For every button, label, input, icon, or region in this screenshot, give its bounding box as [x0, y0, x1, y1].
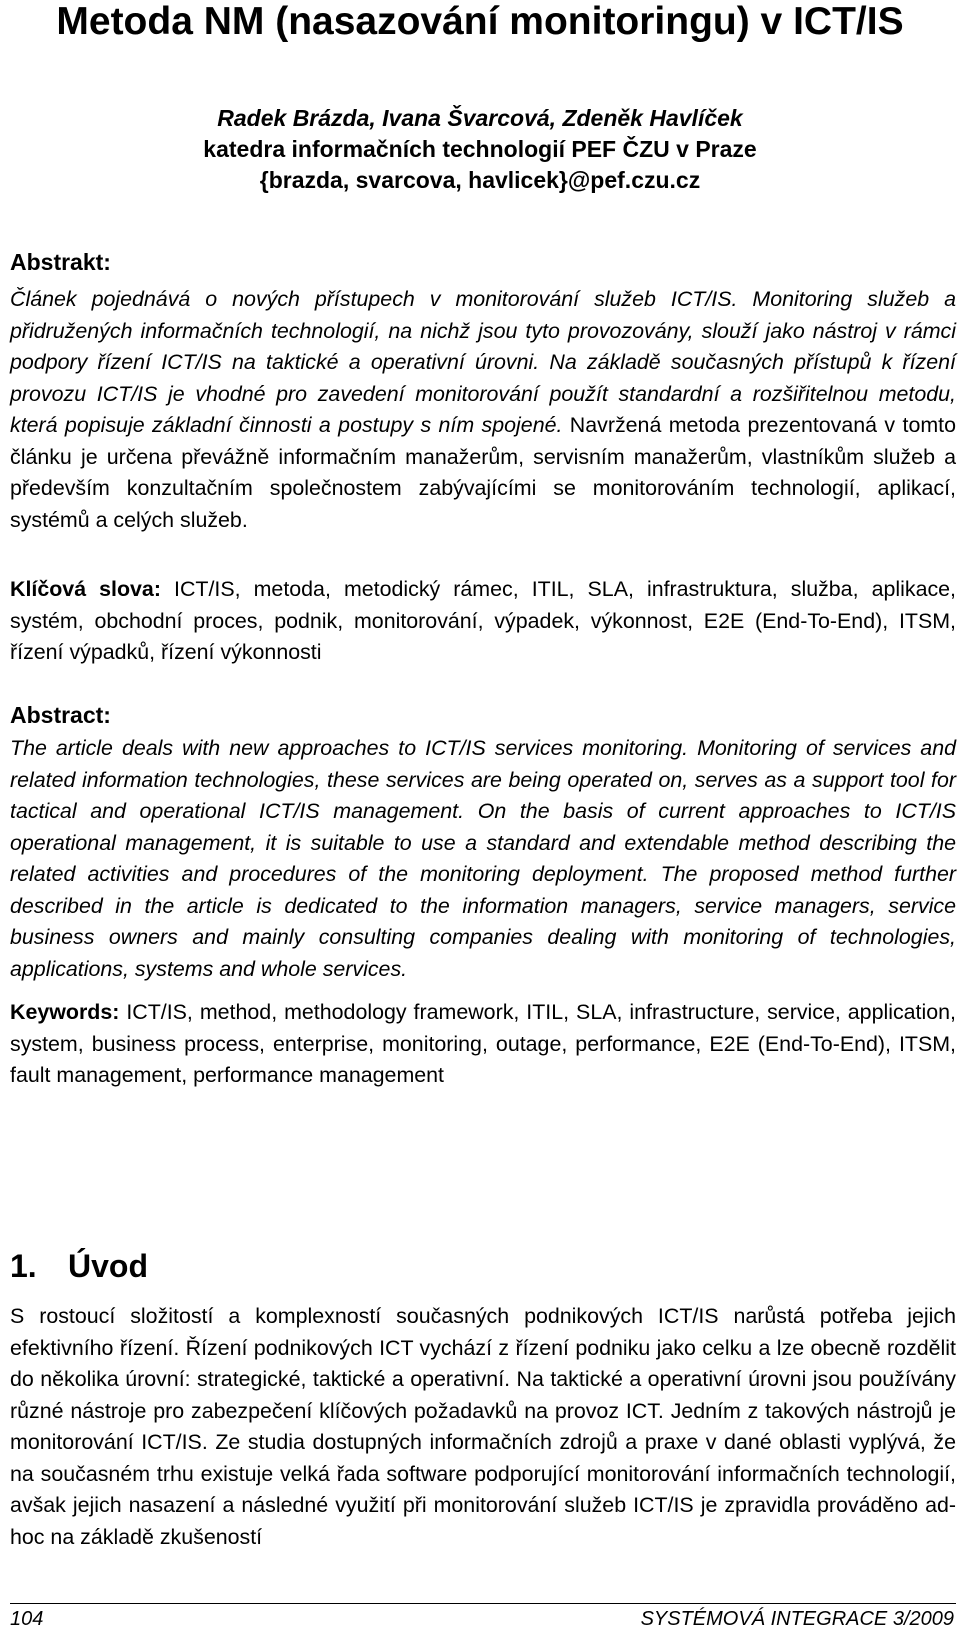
keywords-text: ICT/IS, method, methodology framework, ITIL, SLA, infrastructure, service, application, system, business process, enterprise, monitoring, outage, performance, E2E (End-To-End), ITSM, fault management, performance management: [10, 1000, 956, 1087]
abstract-text: The article deals with new approaches to ICT/IS services monitoring. Monitoring of services and related information technologies, these services are being operated on, serves as a support tool for tactical and operational ICT/IS management. On the basis of current approaches to ICT/IS operational management, it is suitable to use a standard and extendable method describing the related activities and procedures of the monitoring deployment. The proposed method further described in the article is dedicated to the information managers, service managers, service business owners and mainly consulting companies dealing with monitoring of technologies, applications, systems and whole services.: [10, 736, 956, 981]
page-number: 104: [10, 1608, 44, 1630]
klicova-slova-label: Klíčová slova:: [10, 577, 161, 601]
abstract-heading: Abstract:: [10, 702, 111, 728]
abstrakt-heading: Abstrakt:: [10, 249, 111, 275]
author-affiliation: katedra informačních technologií PEF ČZU v Praze: [203, 136, 757, 162]
journal-name: SYSTÉMOVÁ INTEGRACE 3/2009: [640, 1608, 954, 1630]
klicova-slova-text: ICT/IS, metoda, metodický rámec, ITIL, SLA, infrastruktura, služba, aplikace, systém, obchodní proces, podnik, monitorování, výpadek, výkonnost, E2E (End-To-End), ITSM, řízení výpadků, řízení výkonnosti: [10, 577, 956, 664]
author-names: Radek Brázda, Ivana Švarcová, Zdeněk Havlíček: [217, 105, 743, 131]
keywords-label: Keywords:: [10, 1000, 120, 1024]
keywords: [10, 997, 956, 1092]
abstrakt-text-part-2: Navržená metoda prezentovaná v tomto článku je určena převážně informačním manažerům, servisním manažerům, vlastníkům služeb a především konzultačním společnostem zabývajícími se monitorováním technologií, aplikací, systémů a celých služeb.: [10, 413, 956, 532]
author-block: [0, 103, 960, 196]
abstrakt-text: [10, 284, 956, 536]
section-title: Úvod: [68, 1248, 148, 1284]
footer-rule: [10, 1603, 956, 1604]
paper-title: Metoda NM (nasazování monitoringu) v ICT/IS: [56, 0, 904, 43]
author-email: {brazda, svarcova, havlicek}@pef.czu.cz: [259, 167, 701, 193]
section-body: S rostoucí složitostí a komplexností současných podnikových ICT/IS narůstá potřeba jejich efektivního řízení. Řízení podnikových ICT vychází z řízení podniku jako celku a lze obecně rozdělit do několika úrovní: strategické, taktické a operativní. Na taktické a operativní úrovni jsou používány různé nástroje pro zabezpečení klíčových požadavků na provoz ICT. Jedním z takových nástrojů je monitorování ICT/IS. Ze studia dostupných informačních zdrojů a praxe v dané oblasti vyplývá, že na současném trhu existuje velká řada software podporující monitorování informačních technologií, avšak jejich nasazení a následné využití při monitorování služeb ICT/IS je zpravidla prováděno ad-hoc na základě zkušeností: [10, 1304, 956, 1549]
abstrakt-text-part-1: Článek pojednává o nových přístupech v monitorování služeb ICT/IS. Monitoring služeb a přidružených informačních technologií, na nichž jsou tyto provozovány, slouží jako nástroj v rámci podpory řízení ICT/IS na taktické a operativní úrovni. Na základě současných přístupů k řízení provozu ICT/IS je vhodné pro zavedení monitorování použít standardní a rozšiřitelnou metodu, která popisuje základní činnosti a postupy s ním spojené.: [10, 287, 956, 437]
section-heading: [10, 1246, 148, 1286]
klicova-slova: [10, 574, 956, 669]
section-number: 1.: [10, 1248, 37, 1284]
